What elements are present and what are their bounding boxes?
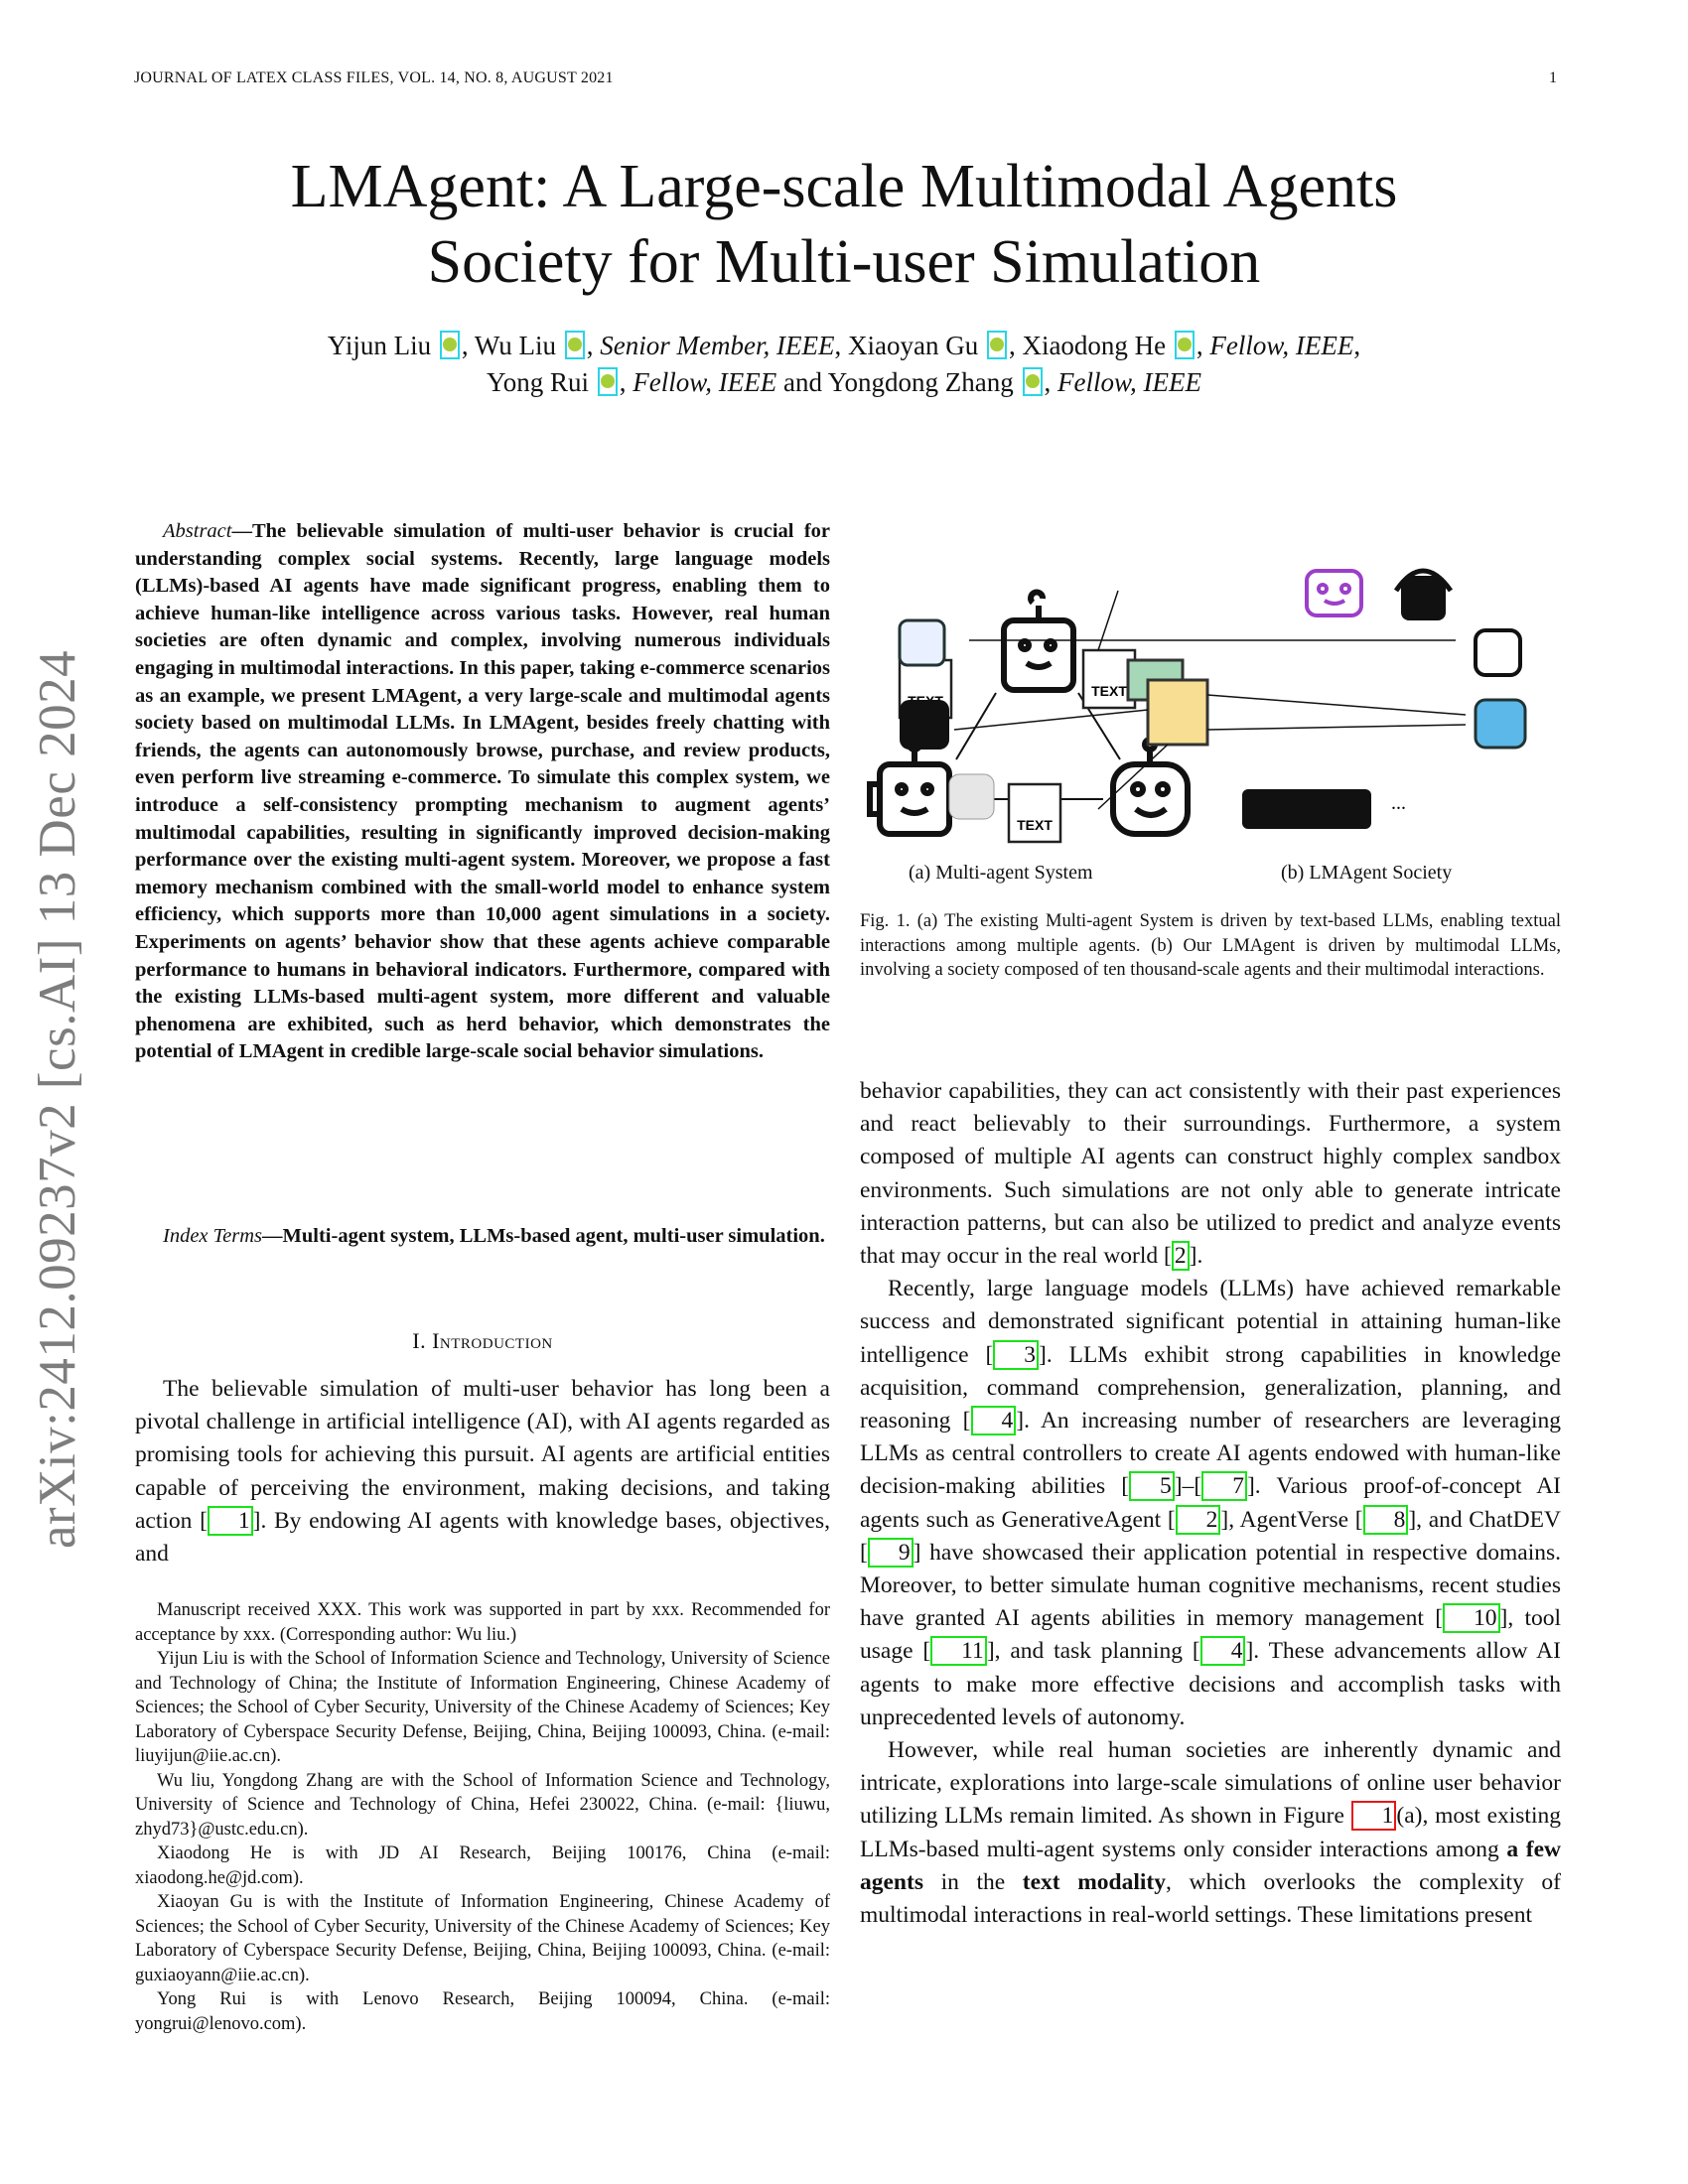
author-name: Yong Rui <box>486 367 590 397</box>
paragraph-text: . LLMs exhibit strong capabilities in knowledge acquisition, command comprehension, generalization, planning, and reasoning <box>860 1341 1561 1434</box>
paragraph-text: , and task planning <box>994 1638 1193 1665</box>
footnote: Yong Rui is with Lenovo Research, Beijing 100094, China. (e-mail: yongrui@lenovo.com). <box>135 1989 830 2034</box>
citation-link[interactable]: 4 <box>1200 1636 1246 1666</box>
paragraph-text: . These advancements allow AI agents to make more effective decisions and accomplish tasks with unprecedented levels of autonomy. <box>860 1638 1561 1730</box>
title-line-1: LMAgent: A Large-scale Multimodal Agents <box>290 153 1398 220</box>
robot-icon <box>870 740 959 834</box>
author-name: Xiaoyan Gu <box>847 331 979 360</box>
figure-caption: Fig. 1. (a) The existing Multi-agent System is driven by text-based LLMs, enabling textual interactions among multiple agents. (b) Our LMAgent is driven by multimodal LLMs, involving a society composed of ten thousand-scale agents and their multimodal interactions. <box>860 911 1561 980</box>
author-name: Wu Liu <box>474 331 557 360</box>
citation-link[interactable]: 3 <box>993 1340 1039 1370</box>
emphasis-text: a few agents <box>860 1836 1561 1895</box>
intro-right-column: behavior capabilities, they can act consistently with their past experiences and react believably to their surroundings. Furthermore, a system composed of multiple AI agents can construct highly complex sandbox environments. Such simulations are not only able to generate intricate interaction patterns, but can also be utilized to predict and analyze events that may occur in the real world [ 2 ]. Recently, large language models (LLMs) have achieved remarkable success and demonstrated significant potential in attaining human-like intelligence [ 3 ]. LLMs exhibit strong capabilities in knowledge acquisition, command comprehension, generalization, planning, and reasoning [ 4 ]. An increasing number of researchers are leveraging LLMs as central controllers to create AI agents endowed with human-like decision-making abilities [ 5 ]–[ 7 ]. Various proof-of-concept AI agents such as GenerativeAgent [ 2 ], AgentVerse [ 8 ], and ChatDEV [ 9 ] have showcased their application potential in respective domains. Moreover, to better simulate human cognitive mechanisms, recent studies have granted AI agents abilities in memory management [ 10 ], tool usage [ 11 ], and task planning [ 4 ]. These advancements allow AI agents to make more effective decisions and accomplish tasks with unprecedented levels of autonomy. However, while real human societies are inherently dynamic and intricate, explorations into large-scale simulations of online user behavior utilizing LLMs remain limited. As shown in Figure 1 (a), most existing LLMs-based multi-agent systems only consider interactions among a few agents in the text modality, which overlooks the complexity of multimodal interactions in real-world settings. These limitations present <box>860 1078 1561 1929</box>
citation-link[interactable]: 1 <box>208 1506 253 1536</box>
orcid-icon[interactable] <box>1175 331 1195 359</box>
conjunction: and <box>783 367 822 397</box>
index-terms-label: Index Terms <box>163 1225 263 1247</box>
author-list: Yijun Liu , Wu Liu , Senior Member, IEEE, Xiaoyan Gu , Xiaodong He , Fellow, IEEE, Yong Rui , Fellow, IEEE and Yongdong Zhang , Fellow, IEEE <box>327 331 1361 397</box>
figure-1-illustration <box>860 521 1561 859</box>
index-terms-text: —Multi-agent system, LLMs-based agent, multi-user simulation. <box>262 1225 825 1247</box>
citation-link[interactable]: 5 <box>1129 1471 1175 1501</box>
ellipsis: ... <box>1391 792 1406 814</box>
footnotes <box>135 1598 830 2036</box>
purple-robot-icon <box>1307 571 1361 615</box>
paragraph-text: , AgentVerse <box>1228 1506 1355 1533</box>
subfigure-caption-b: (b) LMAgent Society <box>1281 862 1453 884</box>
figure-1 <box>860 521 1561 888</box>
yellow-eyed-robot-icon <box>1476 700 1525 748</box>
blue-robot-icon <box>900 620 944 665</box>
document-card-icon <box>1148 680 1207 745</box>
author-name: Yijun Liu <box>327 331 432 360</box>
robot-icon <box>1004 593 1073 690</box>
abstract-text: —The believable simulation of multi-user behavior is crucial for understanding complex social systems. Recently, large language models (LLMs)-based AI agents have made significant progress, enabling them to achieve human-like intelligence across various tasks. However, real human societies are often dynamic and complex, involving numerous individuals engaging in multimodal interactions. In this paper, taking e-commerce scenarios as an example, we present LMAgent, a very large-scale and multimodal agents society based on multimodal LLMs. In LMAgent, besides freely chatting with friends, the agents can autonomously browse, purchase, and review products, even perform live streaming e-commerce. To simulate this complex system, we introduce a self-consistency prompting mechanism to augment agents’ multimodal capabilities, resulting in significantly improved decision-making performance over the existing multi-agent system. Moreover, we propose a fast memory mechanism combined with the small-world model to enhance system efficiency, which supports more than 10,000 agent simulations in a society. Experiments on agents’ behavior show that these agents achieve comparable performance to humans in behavioral indicators. Furthermore, compared with the existing LLMs-based multi-agent system, more different and valuable phenomena are exhibited, such as herd behavior, which demonstrates the potential of LMAgent in credible large-scale social behavior simulations. <box>135 520 830 1063</box>
citation-link[interactable]: 9 <box>868 1538 914 1568</box>
citation-link[interactable]: 7 <box>1201 1471 1247 1501</box>
citation-link[interactable]: 10 <box>1443 1603 1500 1633</box>
paragraph-text: However, while real human societies are inherently dynamic and intricate, explorations into large-scale simulations of online user behavior utilizing LLMs remain limited. As shown in Figure <box>860 1737 1561 1830</box>
orcid-icon[interactable] <box>440 331 460 359</box>
citation-link[interactable]: 2 <box>1172 1241 1190 1271</box>
paragraph-text: have showcased their application potential in respective domains. Moreover, to better simulate human cognitive mechanisms, recent studies have granted AI agents abilities in memory management <box>860 1539 1561 1632</box>
black-robot-icon <box>900 700 949 750</box>
page-number: 1 <box>1549 69 1557 86</box>
svg-text:TEXT: TEXT <box>1091 683 1127 699</box>
author-name: Yongdong Zhang <box>827 367 1014 397</box>
title-line-2: Society for Multi-user Simulation <box>427 228 1261 296</box>
paragraph-text: , and ChatDEV <box>1416 1506 1561 1533</box>
paragraph-text: (a), most existing LLMs-based multi-agent systems only consider interactions among <box>860 1803 1561 1862</box>
author-role: Fellow, IEEE <box>1057 367 1201 397</box>
abstract-label: Abstract <box>163 520 232 542</box>
robot-icon <box>949 774 994 819</box>
robot-icon <box>1113 740 1188 834</box>
citation-link[interactable]: 11 <box>930 1636 987 1666</box>
footnote: Xiaodong He is with JD AI Research, Beijing 100176, China (e-mail: xiaodong.he@jd.com). <box>135 1843 830 1888</box>
orcid-icon[interactable] <box>1023 367 1043 396</box>
citation-link[interactable]: 4 <box>971 1406 1017 1435</box>
svg-text:TEXT: TEXT <box>1017 817 1053 833</box>
orcid-icon[interactable] <box>987 331 1007 359</box>
author-role: Senior Member, IEEE <box>600 331 835 360</box>
abstract <box>135 518 830 1066</box>
orcid-icon[interactable] <box>565 331 585 359</box>
section-heading-introduction: I. Introduction <box>412 1328 553 1353</box>
intro-left-column: The believable simulation of multi-user behavior has long been a pivotal challenge in artificial intelligence (AI), with AI agents regarded as promising tools for achieving this pursuit. AI agents are artificial entities capable of perceiving the environment, making decisions, and taking action [ 1 ]. By endowing AI agents with knowledge bases, objectives, and <box>135 1376 830 1568</box>
paper-title <box>0 149 1688 300</box>
author-role: Fellow, IEEE <box>1209 331 1354 360</box>
figure-reference-link[interactable]: 1 <box>1351 1801 1397 1831</box>
paragraph-text: Recently, large language models (LLMs) have achieved remarkable success and demonstrated significant potential in attaining human-like intelligence <box>860 1276 1561 1368</box>
arxiv-stamp: arXiv:2412.09237v2 [cs.AI] 13 Dec 2024 <box>29 649 86 1549</box>
author-name: Xiaodong He <box>1022 331 1167 360</box>
emphasis-text: text modality <box>1022 1868 1166 1895</box>
footnote: Wu liu, Yongdong Zhang are with the School of Information Science and Technology, University of Science and Technology of China, Hefei 230022, China. (e-mail: {liuwu, zhyd73}@ustc.edu.cn). <box>135 1770 830 1840</box>
citation-link[interactable]: 2 <box>1176 1505 1221 1535</box>
paragraph-text: , which overlooks the complexity of multimodal interactions in real-world settings. These limitations present <box>860 1868 1561 1929</box>
paragraph-text: , tool usage <box>860 1605 1561 1665</box>
subfigure-caption-a: (a) Multi-agent System <box>909 862 1093 884</box>
footnote: Xiaoyan Gu is with the Institute of Information Engineering, Chinese Academy of Sciences; the School of Cyber Security, University of the Chinese Academy of Sciences; Key Laboratory of Cyberspace Security Defense, Beijing, China, Beijing 100093, China. (e-mail: guxiaoyann@iie.ac.cn). <box>135 1892 830 1985</box>
footnote: Yijun Liu is with the School of Information Science and Technology, University of Science and Technology of China; the Institute of Information Engineering, Chinese Academy of Sciences; the School of Cyber Security, University of the Chinese Academy of Sciences; Key Laboratory of Cyberspace Security Defense, Beijing, China, Beijing 100093, China. (e-mail: liuyijun@iie.ac.cn). <box>135 1649 830 1766</box>
paragraph-text: . Various proof-of-concept AI agents such as GenerativeAgent <box>860 1473 1561 1533</box>
paragraph-text: . By endowing AI agents with knowledge bases, objectives, and <box>135 1507 830 1568</box>
paragraph-text: in the <box>922 1868 1023 1895</box>
author-role: Fellow, IEEE <box>633 367 777 397</box>
smile-robot-icon <box>1476 630 1520 675</box>
footnote: Manuscript received XXX. This work was supported in part by xxx. Recommended for acceptance by xxx. (Corresponding author: Wu liu.) <box>135 1600 830 1645</box>
paragraph-text: The believable simulation of multi-user behavior has long been a pivotal challenge in artificial intelligence (AI), with AI agents regarded as promising tools for achieving this pursuit. AI agents are artificial entities capable of perceiving the environment, making decisions, and taking action <box>135 1376 830 1534</box>
index-terms <box>135 1223 830 1251</box>
citation-link[interactable]: 8 <box>1363 1505 1409 1535</box>
crowd-icon <box>1242 789 1371 829</box>
paragraph-text: . An increasing number of researchers are leveraging LLMs as central controllers to create AI agents endowed with human-like decision-making abilities <box>860 1408 1561 1500</box>
paragraph-text: behavior capabilities, they can act consistently with their past experiences and react believably to their surroundings. Furthermore, a system composed of multiple AI agents can construct highly complex sandbox environments. Such simulations are not only able to generate intricate interaction patterns, but can also be utilized to predict and analyze events that may occur in the real world <box>860 1078 1561 1270</box>
running-head: JOURNAL OF LATEX CLASS FILES, VOL. 14, NO. 8, AUGUST 2021 <box>134 69 614 86</box>
headset-robot-icon <box>1396 571 1451 620</box>
orcid-icon[interactable] <box>598 367 618 396</box>
